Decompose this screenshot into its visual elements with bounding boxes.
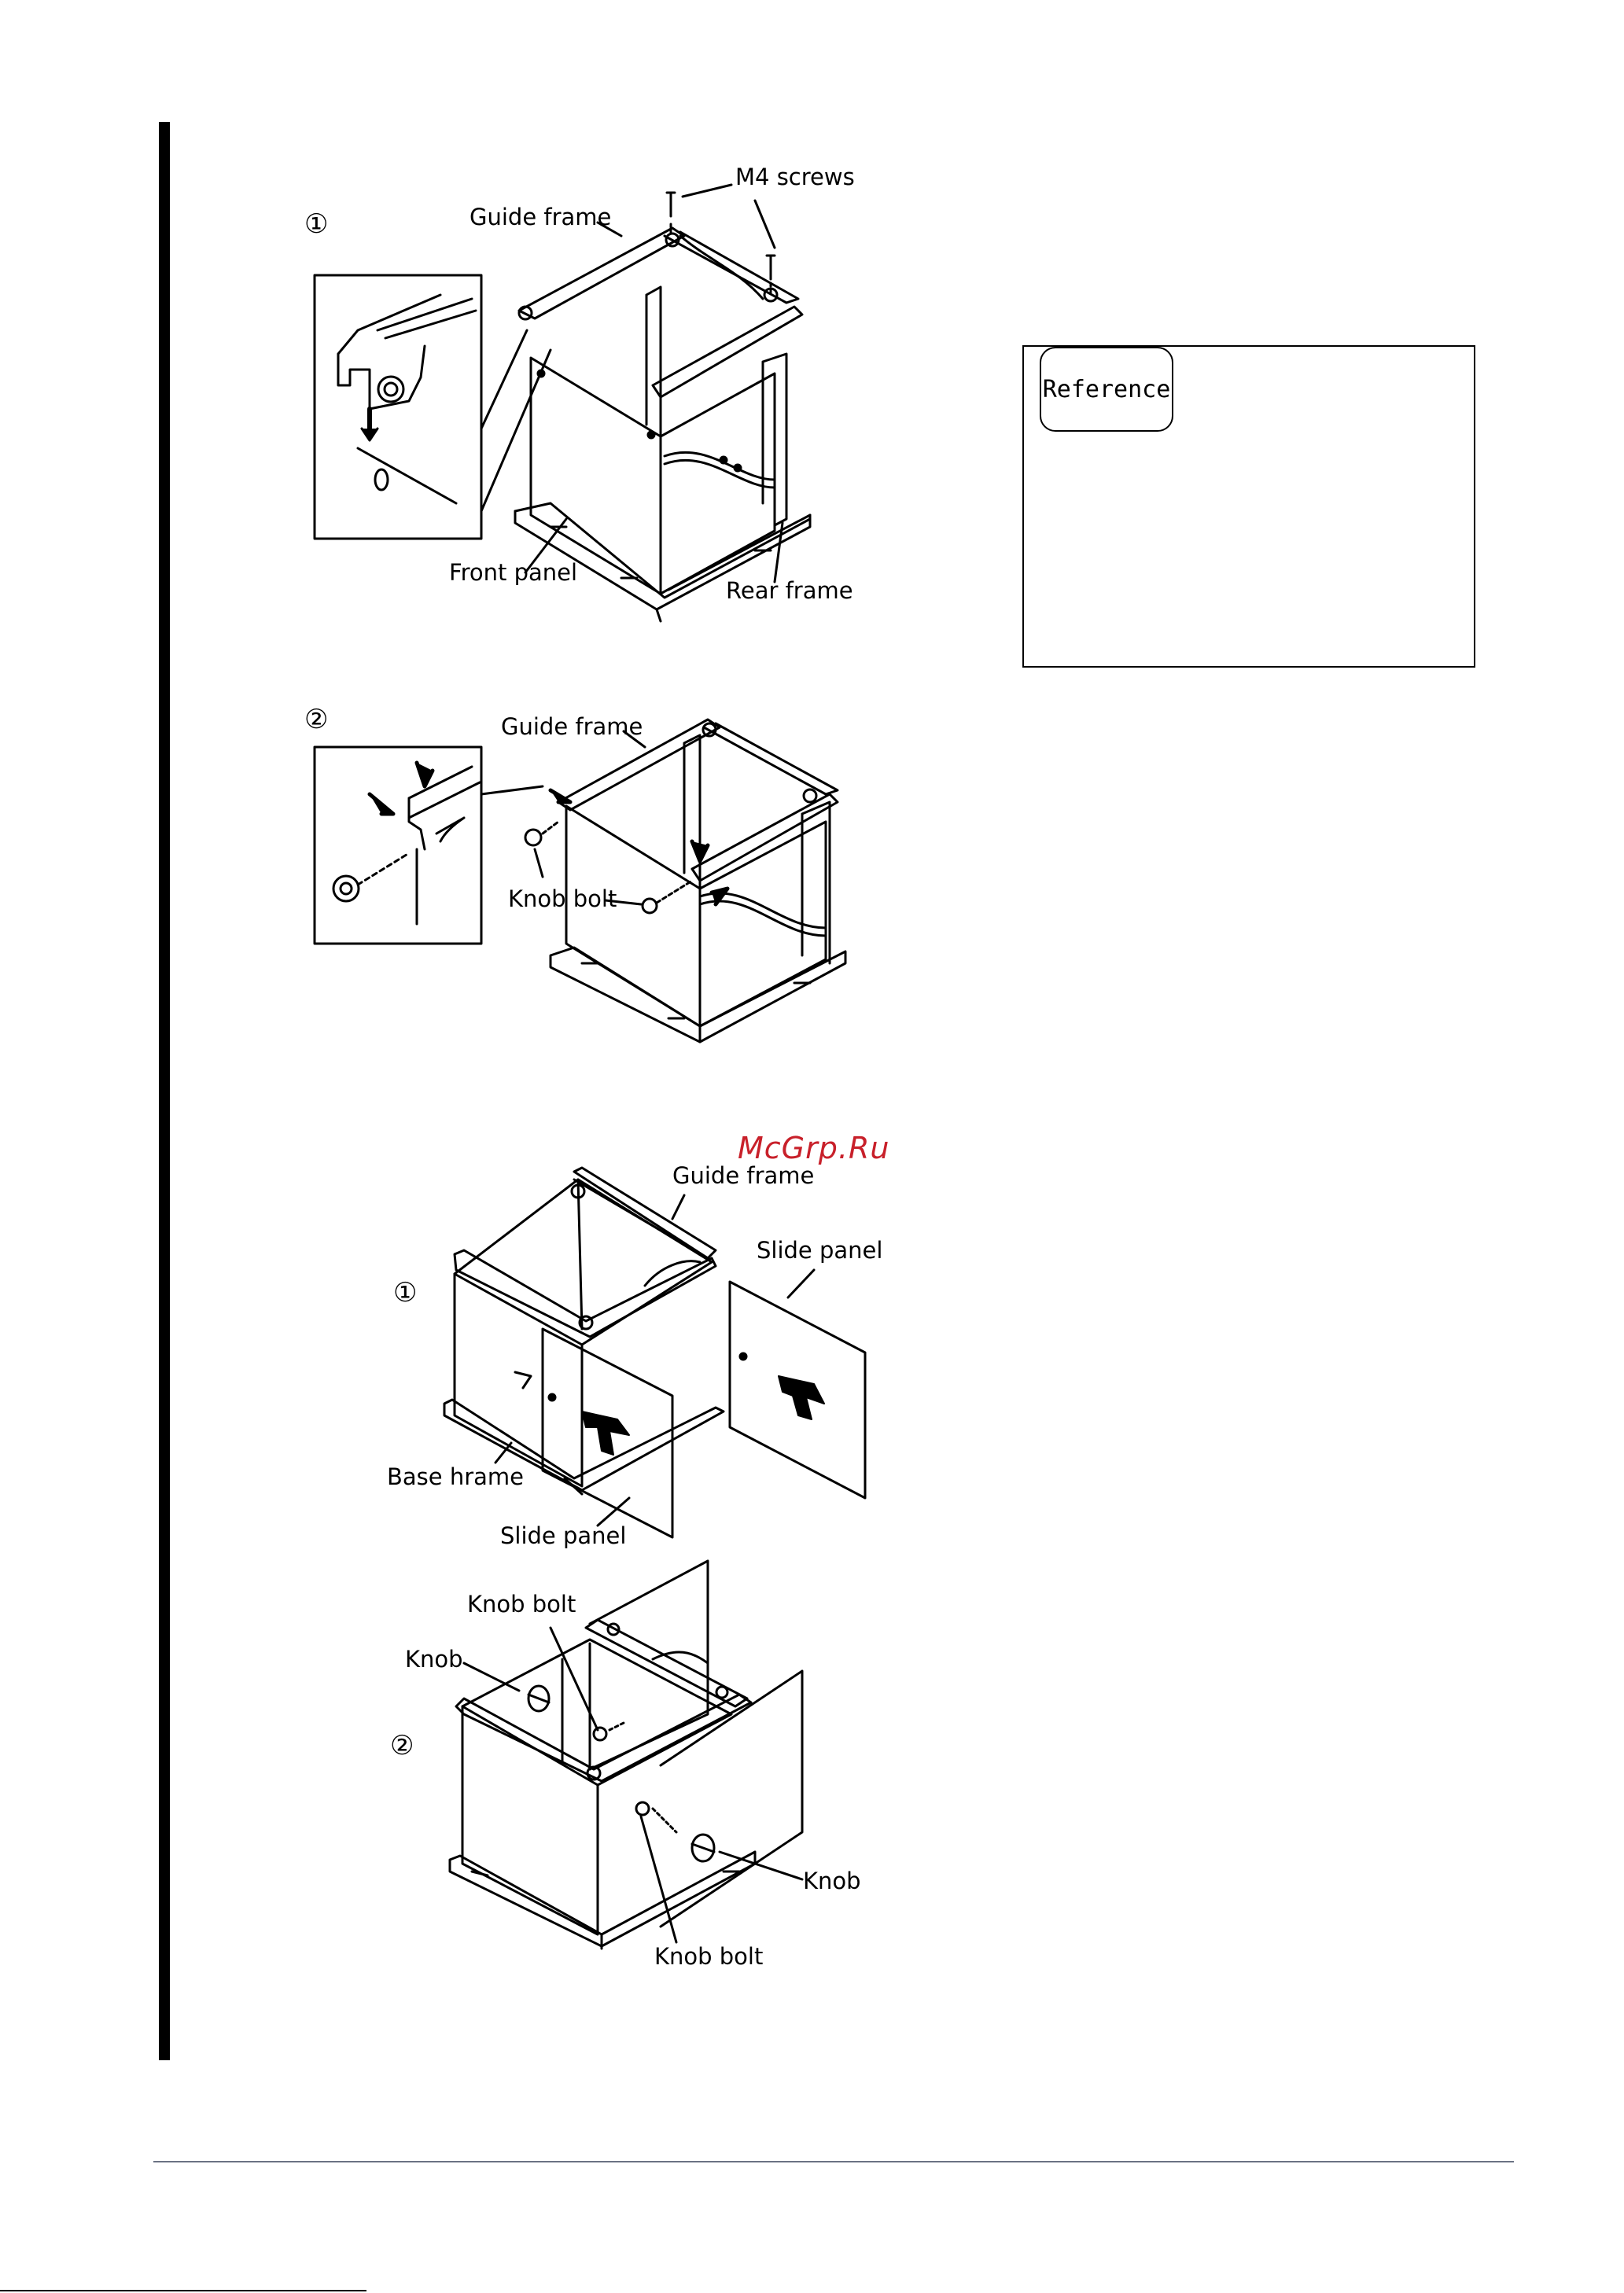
label-slide-panel: Slide panel	[757, 1237, 883, 1264]
label-guide-frame: Guide frame	[672, 1162, 815, 1189]
bottom-edge-rule	[0, 2290, 366, 2291]
label-guide-frame: Guide frame	[470, 204, 612, 230]
label-slide-panel: Slide panel	[500, 1522, 627, 1549]
label-knob: Knob	[803, 1868, 861, 1894]
watermark: McGrp.Ru	[738, 1131, 890, 1165]
reference-box	[1022, 345, 1475, 668]
label-knob-bolt: Knob bolt	[508, 885, 617, 912]
footer-divider	[153, 2161, 1514, 2162]
fig-b-step2-number: ②	[390, 1730, 414, 1761]
fig-a2-drawing	[315, 720, 845, 1042]
fig-b-step1-number: ①	[393, 1277, 418, 1308]
fig-a1-drawing	[315, 185, 810, 621]
label-knob: Knob	[405, 1646, 463, 1673]
label-front-panel: Front panel	[449, 559, 578, 586]
label-m4-screws: M4 screws	[735, 164, 855, 190]
label-base-frame: Base hrame	[387, 1463, 524, 1490]
label-knob-bolt: Knob bolt	[654, 1943, 764, 1970]
label-rear-frame: Rear frame	[726, 577, 853, 604]
reference-tag: Reference	[1040, 347, 1173, 432]
label-knob-bolt: Knob bolt	[467, 1591, 576, 1618]
fig-a-step1-number: ①	[304, 208, 329, 240]
fig-a-step2-number: ②	[304, 704, 329, 735]
label-guide-frame: Guide frame	[501, 713, 643, 740]
fig-b2-drawing	[450, 1561, 802, 1949]
